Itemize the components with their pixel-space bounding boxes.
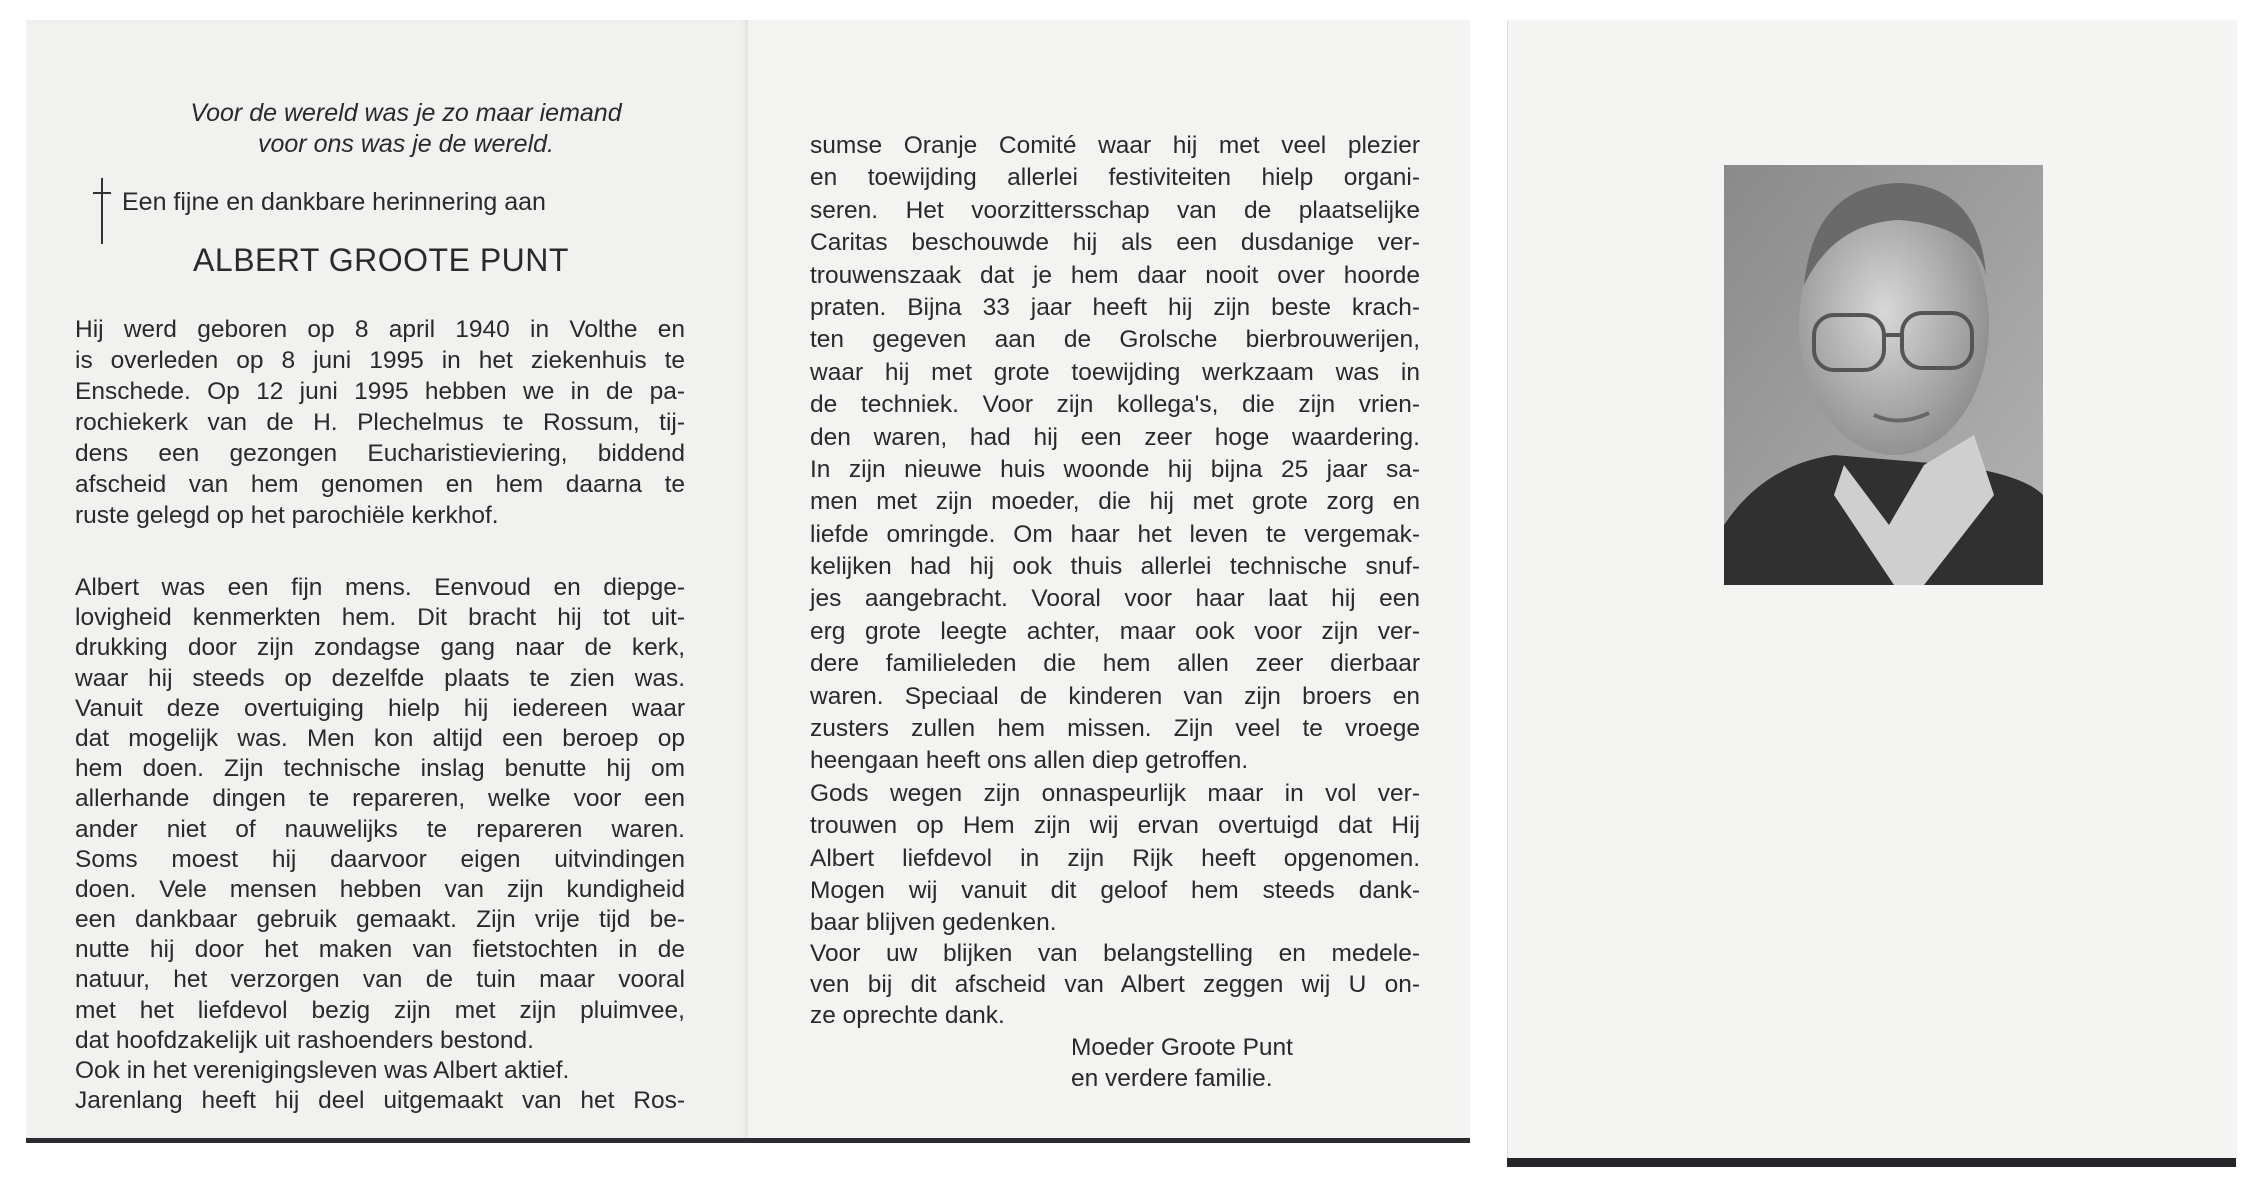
text-line: nutte hij door het maken van fietstochten in de <box>75 936 685 964</box>
text-line: In zijn nieuwe huis woonde hij bijna 25 jaar sa- <box>810 455 1420 483</box>
text-line: en toewijding allerlei festiviteiten hielp organi- <box>810 164 1420 192</box>
text-line: rochiekerk van de H. Plechelmus te Rossum, tij- <box>75 409 685 436</box>
text-line: dat mogelijk was. Men kon altijd een beroep op <box>75 724 685 752</box>
biography-paragraph-1 <box>75 314 685 531</box>
poem-line: voor ons was je de wereld. <box>258 130 554 158</box>
text-line: Voor uw blijken van belangstelling en medele- <box>810 940 1420 967</box>
remembrance-line: Een fijne en dankbare herinnering aan <box>122 188 546 216</box>
cross-icon <box>90 178 114 244</box>
poem-line: Voor de wereld was je zo maar iemand <box>190 99 622 127</box>
biography-paragraph-2 <box>75 573 685 1116</box>
signature <box>1071 1032 1293 1094</box>
text-line: Enschede. Op 12 juni 1995 hebben we in de pa- <box>75 378 685 405</box>
portrait-photo <box>1724 165 2043 585</box>
signature-line: Moeder Groote Punt <box>1071 1034 1293 1061</box>
text-line: natuur, het verzorgen van de tuin maar vooral <box>75 966 685 994</box>
text-line: seren. Het voorzittersschap van de plaatselijke <box>810 196 1420 224</box>
text-line: dat hoofdzakelijk uit rashoenders bestond. <box>75 1026 534 1054</box>
card-edge-shadow <box>1507 1158 2236 1167</box>
text-line: afscheid van hem genomen en hem daarna te <box>75 471 685 498</box>
text-line: ven bij dit afscheid van Albert zeggen wij U on- <box>810 971 1420 998</box>
text-line: men met zijn moeder, die hij met grote zorg en <box>810 488 1420 516</box>
text-line: sumse Oranje Comité waar hij met veel plezier <box>810 132 1420 159</box>
text-line: Soms moest hij daarvoor eigen uitvindingen <box>75 845 685 873</box>
text-line: kelijken had hij ook thuis allerlei technische snuf- <box>810 553 1420 581</box>
text-line: Hij werd geboren op 8 april 1940 in Volthe en <box>75 316 685 343</box>
text-line: hem doen. Zijn technische inslag benutte hij om <box>75 755 685 783</box>
text-line: waar hij steeds op dezelfde plaats te zien was. <box>75 664 685 692</box>
text-line: een dankbaar gebruik gemaakt. Zijn vrije tijd be- <box>75 906 685 934</box>
text-line: trouwen op Hem zijn wij ervan overtuigd dat Hij <box>810 812 1420 840</box>
text-line: heengaan heeft ons allen diep getroffen. <box>810 747 1249 775</box>
text-line: ze oprechte dank. <box>810 1002 1005 1029</box>
text-line: zusters zullen hem missen. Zijn veel te vroege <box>810 715 1420 743</box>
text-line: Albert was een fijn mens. Eenvoud en diepge- <box>75 574 685 601</box>
text-line: Caritas beschouwde hij als een dusdanige ver- <box>810 229 1420 257</box>
text-line: den waren, had hij een zeer hoge waardering. <box>810 423 1420 451</box>
text-line: Jarenlang heeft hij deel uitgemaakt van het Ros- <box>75 1087 685 1115</box>
text-line: trouwenszaak dat je hem daar nooit over hoorde <box>810 261 1420 289</box>
card-middle-page <box>748 20 1470 1140</box>
text-line: Gods wegen zijn onnaspeurlijk maar in vol ver- <box>810 779 1420 807</box>
text-line: Vanuit deze overtuiging hielp hij iedereen waar <box>75 694 685 722</box>
text-line: ruste gelegd op het parochiële kerkhof. <box>75 502 499 529</box>
text-line: drukking door zijn zondagse gang naar de kerk, <box>75 634 685 662</box>
signature-line: en verdere familie. <box>1071 1065 1273 1092</box>
text-line: met het liefdevol bezig zijn met zijn pluimvee, <box>75 996 685 1024</box>
text-line: jes aangebracht. Vooral voor haar laat hij een <box>810 585 1420 613</box>
text-line: doen. Vele mensen hebben van zijn kundigheid <box>75 875 685 903</box>
card-left-page <box>26 20 748 1140</box>
text-line: dens een gezongen Eucharistieviering, biddend <box>75 440 685 467</box>
text-line: praten. Bijna 33 jaar heeft hij zijn beste krach- <box>810 293 1420 321</box>
deceased-name: ALBERT GROOTE PUNT <box>193 242 569 278</box>
text-line: baar blijven gedenken. <box>810 909 1057 937</box>
text-line: Mogen wij vanuit dit geloof hem steeds dank- <box>810 876 1420 904</box>
text-line: waren. Speciaal de kinderen van zijn broers en <box>810 682 1420 710</box>
text-line: waar hij met grote toewijding werkzaam was in <box>810 358 1420 386</box>
text-line: Ook in het verenigingsleven was Albert aktief. <box>75 1057 570 1084</box>
biography-continued <box>810 130 1420 940</box>
text-line: Albert liefdevol in zijn Rijk heeft opgenomen. <box>810 844 1420 872</box>
card-edge-shadow <box>26 1138 1470 1143</box>
text-line: ander niet of nauwelijks te repareren waren. <box>75 815 685 843</box>
text-line: de techniek. Voor zijn kollega's, die zijn vrien- <box>810 391 1420 419</box>
poem <box>106 98 706 160</box>
text-line: ten gegeven aan de Grolsche bierbrouwerijen, <box>810 326 1420 354</box>
card-front-photo-page <box>1507 20 2237 1160</box>
text-line: lovigheid kenmerkten hem. Dit bracht hij tot uit- <box>75 604 685 632</box>
text-line: allerhande dingen te repareren, welke voor een <box>75 785 685 813</box>
text-line: dere familieleden die hem allen zeer dierbaar <box>810 650 1420 678</box>
thanks-paragraph <box>810 938 1420 1031</box>
text-line: liefde omringde. Om haar het leven te vergemak- <box>810 520 1420 548</box>
text-line: is overleden op 8 juni 1995 in het ziekenhuis te <box>75 347 685 374</box>
text-line: erg grote leegte achter, maar ook voor zijn ver- <box>810 617 1420 645</box>
